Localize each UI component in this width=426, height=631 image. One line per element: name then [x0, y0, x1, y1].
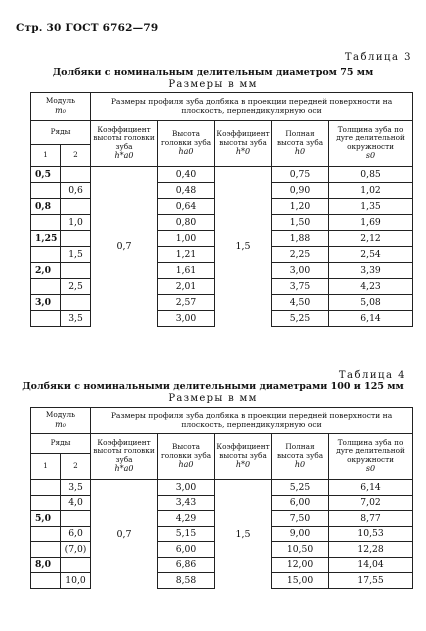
head-height-cell: 6,86: [158, 557, 215, 573]
tooth-height-header-symbol: h0: [294, 146, 306, 156]
module-label: Модуль: [45, 410, 76, 420]
tooth-thickness-header: [329, 434, 413, 480]
table-3-units: Размеры в мм: [168, 79, 258, 90]
tooth-height-cell: 5,25: [272, 311, 329, 327]
module-symbol: m₀: [55, 105, 66, 115]
rows-header: Ряды: [31, 121, 91, 145]
tooth-height-header: [272, 121, 329, 167]
module-row-1-cell: 0,8: [31, 199, 61, 215]
tooth-thickness-cell: 5,08: [329, 295, 413, 311]
table-4-title: Долбяки с номинальными делительными диаметрами 100 и 125 мм: [22, 381, 404, 392]
tooth-thickness-cell: 0,85: [329, 167, 413, 183]
module-row-2-cell: [61, 557, 91, 573]
tooth-height-cell: 1,50: [272, 215, 329, 231]
tooth-height-cell: 12,00: [272, 557, 329, 573]
tooth-height-cell: 0,90: [272, 183, 329, 199]
head-height-cell: 3,00: [158, 480, 215, 496]
module-row-1-cell: [31, 480, 61, 496]
module-row-2-cell: 10,0: [61, 573, 91, 589]
page-header: Стр. 30 ГОСТ 6762—79: [16, 22, 159, 34]
profile-group-header: Размеры профиля зуба долбяка в проекции передней поверхности на плоскость, перпендикулярную оси: [91, 408, 413, 434]
coef-tooth-height-header-label: Коэффициент высоты зуба: [216, 442, 270, 460]
tooth-thickness-header-symbol: s0: [365, 463, 376, 473]
coef-tooth-height-header: [215, 121, 272, 167]
head-height-cell: 1,61: [158, 263, 215, 279]
coef-head-height-header-symbol: h*a0: [114, 150, 134, 160]
tooth-thickness-cell: 8,77: [329, 511, 413, 527]
tooth-height-cell: 9,00: [272, 526, 329, 542]
tooth-thickness-cell: 12,28: [329, 542, 413, 558]
head-height-cell: 2,01: [158, 279, 215, 295]
module-row-2-cell: [61, 199, 91, 215]
coef-head-height-header-symbol: h*a0: [114, 463, 134, 473]
module-row-1-cell: [31, 526, 61, 542]
coef-tooth-height-header-symbol: h*0: [235, 146, 251, 156]
head-height-cell: 2,57: [158, 295, 215, 311]
module-row-2-cell: 3,5: [61, 480, 91, 496]
tooth-thickness-header: [329, 121, 413, 167]
row-2-header: 2: [61, 145, 91, 167]
head-height-cell: 3,00: [158, 311, 215, 327]
module-row-2-cell: 4,0: [61, 495, 91, 511]
module-row-2-cell: 2,5: [61, 279, 91, 295]
module-row-1-cell: 0,5: [31, 167, 61, 183]
head-height-cell: 1,21: [158, 247, 215, 263]
tooth-thickness-header-label: Толщина зуба по дуге делительной окружности: [336, 125, 405, 151]
tooth-thickness-cell: 1,69: [329, 215, 413, 231]
module-row-1-cell: [31, 573, 61, 589]
tooth-height-header-symbol: h0: [294, 459, 306, 469]
coef-tooth-height-value: 1,5: [215, 480, 272, 589]
module-row-1-cell: 2,0: [31, 263, 61, 279]
tooth-height-header-label: Полная высота зуба: [276, 442, 324, 460]
row-2-header: 2: [61, 454, 91, 480]
coef-head-height-header-label: Коэффициент высоты головки зуба: [93, 438, 155, 464]
module-row-1-cell: 1,25: [31, 231, 61, 247]
module-row-2-cell: 6,0: [61, 526, 91, 542]
table-row: [31, 480, 413, 496]
module-row-1-cell: [31, 247, 61, 263]
tooth-thickness-cell: 4,23: [329, 279, 413, 295]
head-height-header: [158, 121, 215, 167]
tooth-thickness-cell: 6,14: [329, 311, 413, 327]
module-row-1-cell: [31, 279, 61, 295]
module-row-1-cell: [31, 311, 61, 327]
module-row-2-cell: [61, 167, 91, 183]
tooth-thickness-cell: 2,54: [329, 247, 413, 263]
head-height-cell: 8,58: [158, 573, 215, 589]
coef-head-height-header: [91, 121, 158, 167]
module-symbol: m₀: [55, 419, 66, 429]
module-row-2-cell: [61, 231, 91, 247]
module-row-2-cell: [61, 263, 91, 279]
coef-tooth-height-header-symbol: h*0: [235, 459, 251, 469]
tooth-thickness-cell: 1,02: [329, 183, 413, 199]
table-3-title: Долбяки с номинальным делительным диаметром 75 мм: [52, 67, 374, 78]
head-height-header: [158, 434, 215, 480]
module-label: Модуль: [45, 96, 76, 106]
rows-header: Ряды: [31, 434, 91, 454]
table-row: [31, 167, 413, 183]
table-4-label: Таблица 4: [338, 370, 406, 381]
head-height-cell: 4,29: [158, 511, 215, 527]
module-row-2-cell: 3,5: [61, 311, 91, 327]
row-1-header: 1: [31, 454, 61, 480]
tooth-height-cell: 3,75: [272, 279, 329, 295]
tooth-thickness-cell: 3,39: [329, 263, 413, 279]
head-height-cell: 5,15: [158, 526, 215, 542]
head-height-cell: 1,00: [158, 231, 215, 247]
module-header: [31, 93, 91, 121]
module-row-2-cell: [61, 295, 91, 311]
head-height-cell: 0,80: [158, 215, 215, 231]
profile-group-header: Размеры профиля зуба долбяка в проекции передней поверхности на плоскость, перпендикулярную оси: [91, 93, 413, 121]
tooth-height-cell: 1,88: [272, 231, 329, 247]
tooth-height-cell: 0,75: [272, 167, 329, 183]
tooth-height-cell: 15,00: [272, 573, 329, 589]
coef-head-height-header-label: Коэффициент высоты головки зуба: [93, 125, 155, 151]
table-3: [30, 92, 413, 327]
tooth-thickness-header-label: Толщина зуба по дуге делительной окружности: [336, 438, 405, 464]
head-height-header-label: Высота головки зуба: [160, 129, 212, 147]
head-height-cell: 0,40: [158, 167, 215, 183]
module-row-2-cell: 0,6: [61, 183, 91, 199]
coef-head-height-value: 0,7: [91, 167, 158, 327]
module-row-1-cell: [31, 183, 61, 199]
tooth-height-cell: 4,50: [272, 295, 329, 311]
tooth-thickness-cell: 14,04: [329, 557, 413, 573]
tooth-height-cell: 3,00: [272, 263, 329, 279]
coef-head-height-header: [91, 434, 158, 480]
module-row-2-cell: [61, 511, 91, 527]
tooth-height-cell: 6,00: [272, 495, 329, 511]
tooth-height-cell: 5,25: [272, 480, 329, 496]
tooth-thickness-cell: 1,35: [329, 199, 413, 215]
module-row-2-cell: 1,5: [61, 247, 91, 263]
tooth-height-header: [272, 434, 329, 480]
module-row-1-cell: [31, 495, 61, 511]
tooth-height-cell: 1,20: [272, 199, 329, 215]
row-1-header: 1: [31, 145, 61, 167]
module-row-1-cell: 8,0: [31, 557, 61, 573]
coef-tooth-height-header-label: Коэффициент высоты зуба: [216, 129, 270, 147]
module-row-1-cell: 3,0: [31, 295, 61, 311]
tooth-thickness-cell: 6,14: [329, 480, 413, 496]
head-height-cell: 0,64: [158, 199, 215, 215]
tooth-thickness-cell: 10,53: [329, 526, 413, 542]
table-4-units: Размеры в мм: [168, 393, 258, 404]
coef-tooth-height-header: [215, 434, 272, 480]
tooth-height-cell: 2,25: [272, 247, 329, 263]
tooth-thickness-cell: 7,02: [329, 495, 413, 511]
head-height-cell: 3,43: [158, 495, 215, 511]
module-row-1-cell: 5,0: [31, 511, 61, 527]
tooth-thickness-cell: 17,55: [329, 573, 413, 589]
module-row-1-cell: [31, 542, 61, 558]
tooth-height-cell: 10,50: [272, 542, 329, 558]
head-height-cell: 6,00: [158, 542, 215, 558]
head-height-header-label: Высота головки зуба: [160, 442, 212, 460]
tooth-height-cell: 7,50: [272, 511, 329, 527]
tooth-height-header-label: Полная высота зуба: [276, 129, 324, 147]
module-row-2-cell: (7,0): [61, 542, 91, 558]
head-height-header-symbol: ha0: [178, 459, 194, 469]
tooth-thickness-header-symbol: s0: [365, 150, 376, 160]
head-height-cell: 0,48: [158, 183, 215, 199]
coef-tooth-height-value: 1,5: [215, 167, 272, 327]
table-3-label: Таблица 3: [344, 52, 412, 63]
module-header: [31, 408, 91, 434]
table-4: [30, 407, 413, 589]
module-row-2-cell: 1,0: [61, 215, 91, 231]
tooth-thickness-cell: 2,12: [329, 231, 413, 247]
module-row-1-cell: [31, 215, 61, 231]
head-height-header-symbol: ha0: [178, 146, 194, 156]
coef-head-height-value: 0,7: [91, 480, 158, 589]
